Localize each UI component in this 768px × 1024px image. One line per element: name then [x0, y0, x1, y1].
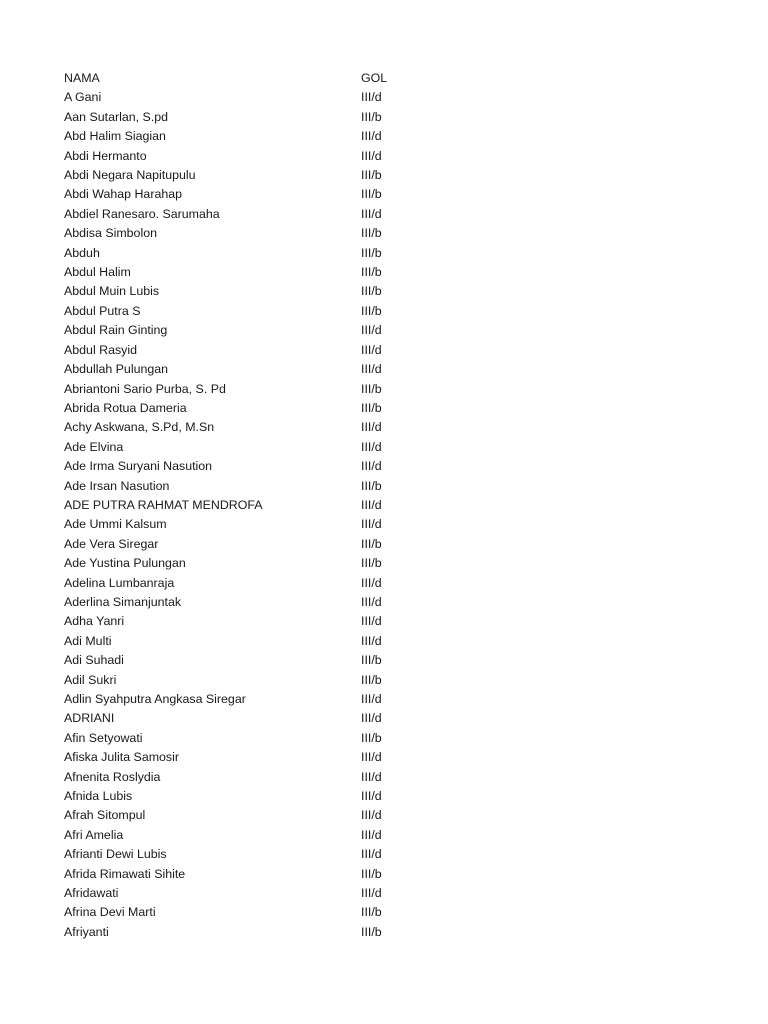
employee-gol: III/d [361, 206, 382, 221]
employee-gol: III/d [361, 789, 382, 804]
employee-name: Adi Multi [64, 633, 112, 648]
employee-gol: III/b [361, 381, 382, 396]
employee-name: Abdi Negara Napitupulu [64, 168, 196, 183]
employee-name: Abdullah Pulungan [64, 362, 169, 377]
employee-name: Aan Sutarlan, S.pd [64, 109, 169, 124]
employee-name: Abdisa Simbolon [64, 226, 157, 241]
employee-gol: III/b [361, 284, 382, 299]
employee-gol: III/d [361, 827, 382, 842]
table-row [64, 399, 424, 418]
table-row [64, 108, 424, 127]
employee-gol: III/d [361, 129, 382, 144]
employee-gol: III/d [361, 750, 382, 765]
employee-gol: III/d [361, 90, 382, 105]
employee-gol: III/b [361, 556, 382, 571]
employee-gol: III/d [361, 575, 382, 590]
table-row [64, 282, 424, 301]
employee-name: Abdi Hermanto [64, 148, 147, 163]
employee-name: Afiska Julita Samosir [64, 750, 179, 765]
employee-gol: III/b [361, 730, 382, 745]
employee-name: Ade Irma Suryani Nasution [64, 459, 213, 474]
employee-name: Afridawati [64, 886, 119, 901]
employee-name: Abdi Wahap Harahap [64, 187, 183, 202]
table-row [64, 651, 424, 670]
table-row [64, 341, 424, 360]
table-row [64, 612, 424, 631]
table-header [64, 69, 424, 88]
table-row [64, 768, 424, 787]
table-row [64, 360, 424, 379]
employee-name: Abdul Muin Lubis [64, 284, 160, 299]
employee-name: Afriyanti [64, 924, 109, 939]
table-row [64, 787, 424, 806]
table-row [64, 321, 424, 340]
table-row [64, 224, 424, 243]
employee-gol: III/b [361, 245, 382, 260]
table-row [64, 515, 424, 534]
table-row [64, 477, 424, 496]
employee-gol: III/b [361, 400, 382, 415]
employee-name: Abduh [64, 245, 100, 260]
employee-name: Adi Suhadi [64, 653, 124, 668]
employee-gol: III/d [361, 362, 382, 377]
employee-gol: III/d [361, 847, 382, 862]
employee-name: Adha Yanri [64, 614, 125, 629]
employee-gol: III/b [361, 265, 382, 280]
table-row [64, 185, 424, 204]
table-row [64, 457, 424, 476]
employee-name: Afnida Lubis [64, 789, 133, 804]
table-row [64, 574, 424, 593]
employee-name: Abdul Rain Ginting [64, 323, 168, 338]
employee-gol: III/d [361, 614, 382, 629]
employee-name: Adil Sukri [64, 672, 117, 687]
employee-name: Afnenita Roslydia [64, 769, 161, 784]
employee-gol: III/d [361, 711, 382, 726]
employee-gol: III/d [361, 459, 382, 474]
table-row [64, 418, 424, 437]
employee-gol: III/d [361, 342, 382, 357]
employee-gol: III/d [361, 439, 382, 454]
employee-name: Afrida Rimawati Sihite [64, 866, 186, 881]
employee-gol: III/d [361, 517, 382, 532]
employee-gol: III/b [361, 187, 382, 202]
employee-name: Afin Setyowati [64, 730, 143, 745]
employee-name: Ade Vera Siregar [64, 536, 159, 551]
employee-gol: III/d [361, 692, 382, 706]
header-gol: GOL [361, 71, 388, 85]
table-row [64, 88, 424, 107]
table-row [64, 865, 424, 884]
employee-name: Abdiel Ranesaro. Sarumaha [64, 206, 220, 221]
employee-gol: III/b [361, 866, 382, 881]
employee-name: A Gani [64, 90, 102, 105]
employee-gol: III/d [361, 808, 382, 823]
table-row [64, 690, 424, 709]
employee-name: Ade Irsan Nasution [64, 478, 170, 493]
table-row [64, 380, 424, 399]
employee-gol: III/d [361, 420, 382, 435]
table-row [64, 244, 424, 263]
table-row [64, 147, 424, 166]
table-body [64, 88, 424, 942]
employee-gol: III/b [361, 478, 382, 493]
table-row [64, 806, 424, 825]
employee-name: Afrah Sitompul [64, 808, 146, 823]
employee-name: Afrianti Dewi Lubis [64, 847, 167, 862]
employee-name: Abd Halim Siagian [64, 129, 166, 144]
table-row [64, 729, 424, 748]
employee-gol: III/d [361, 594, 382, 609]
employee-gol: III/d [361, 497, 382, 512]
employee-gol: III/b [361, 924, 382, 939]
table-row [64, 632, 424, 651]
table-row [64, 826, 424, 845]
employee-name: Aderlina Simanjuntak [64, 594, 182, 609]
table-row [64, 127, 424, 146]
employee-name: Abdul Rasyid [64, 342, 138, 357]
table-row [64, 884, 424, 903]
employee-gol: III/b [361, 653, 382, 668]
employee-gol: III/d [361, 323, 382, 338]
table-row [64, 593, 424, 612]
employee-name: Ade Ummi Kalsum [64, 517, 167, 532]
table-row [64, 671, 424, 690]
table-row [64, 263, 424, 282]
employee-name: Abdul Halim [64, 265, 131, 280]
table-row [64, 205, 424, 224]
employee-gol: III/b [361, 226, 382, 241]
table-row [64, 438, 424, 457]
employee-name: Ade Yustina Pulungan [64, 556, 186, 571]
employee-gol: III/b [361, 109, 382, 124]
employee-name: Afri Amelia [64, 827, 124, 842]
employee-name: Adelina Lumbanraja [64, 575, 175, 590]
header-name: NAMA [64, 71, 100, 85]
employee-table [64, 69, 424, 942]
employee-name: ADE PUTRA RAHMAT MENDROFA [64, 497, 263, 512]
employee-gol: III/b [361, 536, 382, 551]
employee-name: Adlin Syahputra Angkasa Siregar [64, 692, 246, 706]
table-row [64, 748, 424, 767]
employee-name: Abdul Putra S [64, 303, 141, 318]
employee-gol: III/d [361, 148, 382, 163]
employee-gol: III/b [361, 905, 382, 920]
table-row [64, 302, 424, 321]
employee-gol: III/b [361, 672, 382, 687]
employee-gol: III/d [361, 886, 382, 901]
employee-gol: III/d [361, 633, 382, 648]
employee-name: Achy Askwana, S.Pd, M.Sn [64, 420, 215, 435]
employee-gol: III/b [361, 168, 382, 183]
employee-name: Abrida Rotua Dameria [64, 400, 187, 415]
table-row [64, 845, 424, 864]
employee-name: Ade Elvina [64, 439, 124, 454]
table-row [64, 709, 424, 728]
employee-gol: III/d [361, 769, 382, 784]
employee-gol: III/b [361, 303, 382, 318]
table-row [64, 535, 424, 554]
employee-name: Abriantoni Sario Purba, S. Pd [64, 381, 226, 396]
employee-name: ADRIANI [64, 711, 115, 726]
table-row [64, 554, 424, 573]
employee-name: Afrina Devi Marti [64, 905, 156, 920]
table-row [64, 496, 424, 515]
table-row [64, 923, 424, 942]
table-row [64, 166, 424, 185]
table-row [64, 903, 424, 922]
